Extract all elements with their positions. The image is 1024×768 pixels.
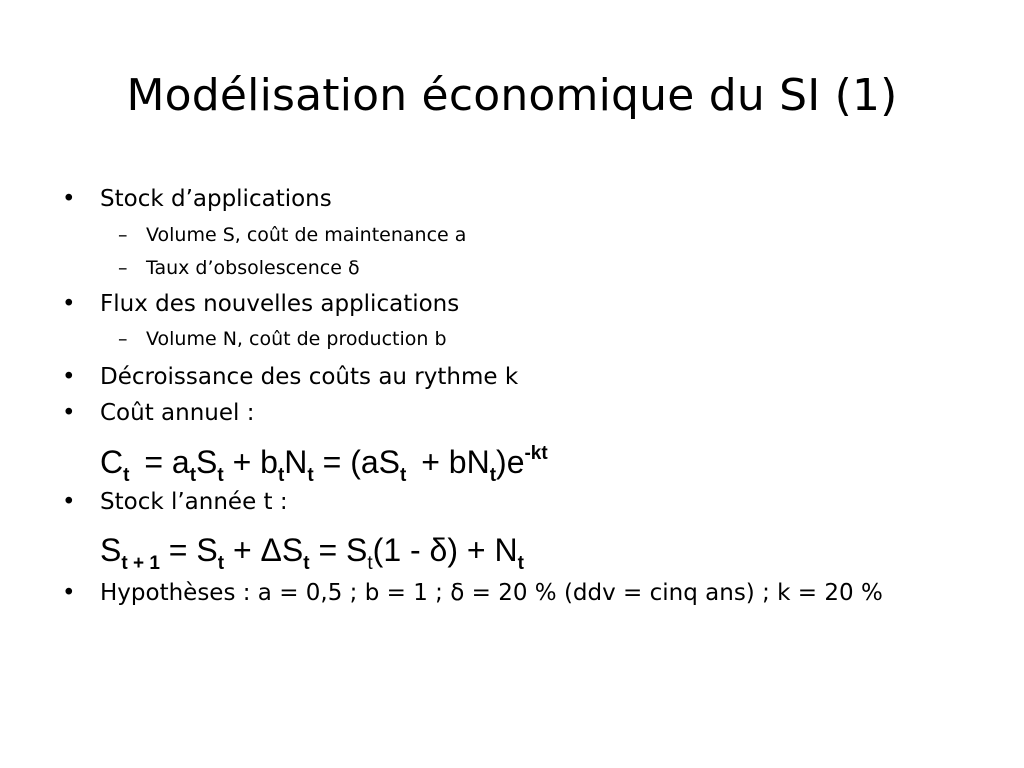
formula-subscript: t [217,465,224,486]
formula-subscript: t [400,465,407,486]
formula-symbol: S [100,532,122,568]
sub-bullet-mark: – [118,257,128,279]
formula-symbol: = a [135,444,190,480]
formula-subscript: t [367,553,373,574]
bullet-hypotheses [62,578,883,608]
bullet-text: Hypothèses : a = 0,5 ; b = 1 ; δ = 20 % (ddv = cinq ans) ; k = 20 % [100,580,883,606]
formula-symbol: C [100,444,124,480]
sub-bullet-text: Taux d’obsolescence δ [146,257,360,279]
formula-subscript: t [123,465,130,486]
formula-cout-annuel [100,442,548,486]
formula-symbol: = (aS [313,444,400,480]
formula-symbol: = S [159,532,218,568]
formula-subscript: t + 1 [121,553,160,574]
sub-bullet-mark: – [118,224,128,246]
bullet-stock-applications [62,184,332,214]
bullet-decroissance [62,362,518,392]
formula-subscript: t [517,553,524,574]
bullet-flux-nouvelles [62,289,459,319]
sub-bullet-mark: – [118,328,128,350]
bullet-mark: • [62,291,76,317]
bullet-mark: • [62,364,76,390]
sub-bullet-volume-s [118,222,466,248]
formula-subscript: t [277,465,285,486]
formula-symbol: + ΔS [224,532,304,568]
bullet-mark: • [62,489,76,515]
formula-symbol: + b [223,444,278,480]
bullet-mark: • [62,186,76,212]
bullet-text: Décroissance des coûts au rythme k [100,364,519,390]
bullet-text: Stock d’applications [100,186,332,212]
formula-subscript: t [303,553,310,574]
formula-symbol: (1 - δ) + N [372,532,518,568]
formula-subscript: t [189,465,197,486]
sub-bullet-volume-n [118,326,447,352]
bullet-text: Stock l’année t : [100,489,288,515]
formula-subscript: t [307,465,314,486]
bullet-text: Coût annuel : [100,400,255,426]
formula-symbol: N [284,444,308,480]
slide-title: Modélisation économique du SI (1) [126,70,898,121]
formula-subscript: t [489,465,497,486]
sub-bullet-taux-obsolescence [118,255,360,281]
bullet-stock-annee [62,487,288,517]
sub-bullet-text: Volume S, coût de maintenance a [146,224,467,246]
formula-symbol: S [196,444,218,480]
sub-bullet-text: Volume N, coût de production b [146,328,447,350]
formula-symbol: + bN [412,444,490,480]
formula-exponent: -kt [524,443,548,464]
formula-stock-annee [100,530,524,574]
bullet-cout-annuel [62,398,254,428]
formula-symbol: = S [309,532,368,568]
formula-symbol: )e [496,444,525,480]
bullet-text: Flux des nouvelles applications [100,291,460,317]
bullet-mark: • [62,580,76,606]
formula-subscript: t [217,553,225,574]
bullet-mark: • [62,400,76,426]
